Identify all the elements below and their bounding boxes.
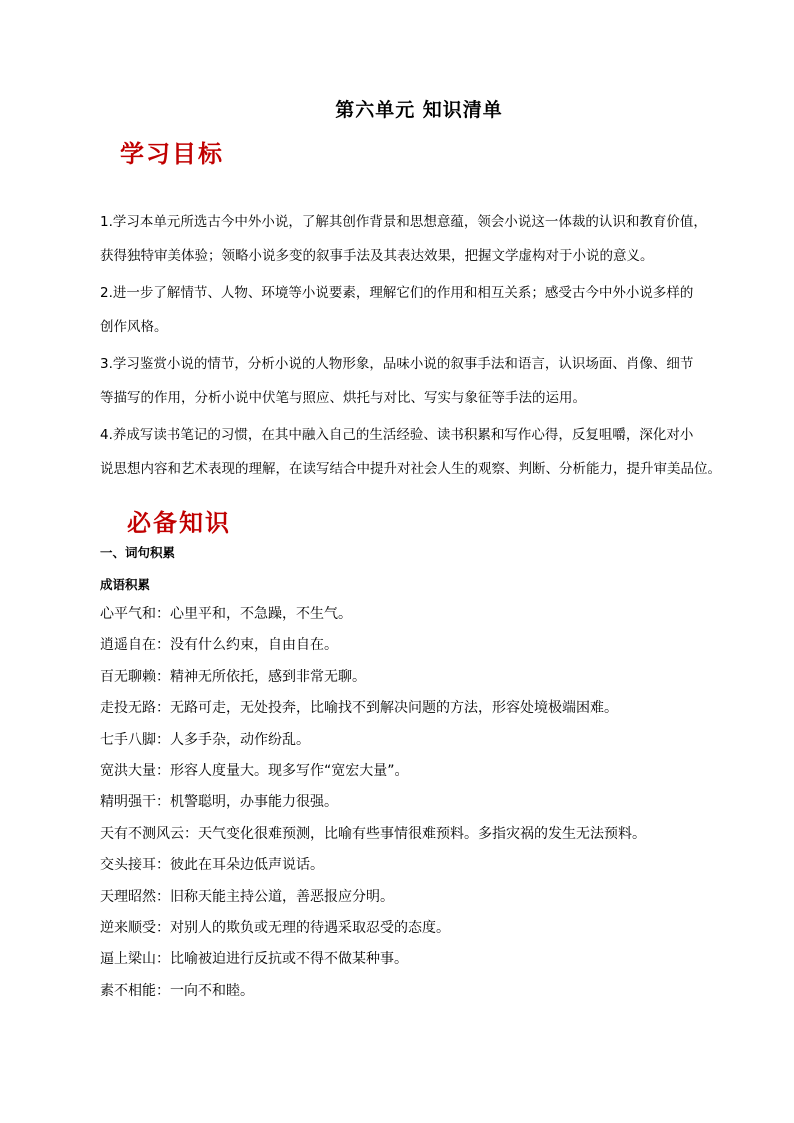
goal-line: 1.学习本单元所选古今中外小说，了解其创作背景和思想意蕴，领会小说这一体裁的认识和教育价值， [100, 214, 707, 230]
goal-line: 4.养成写读书笔记的习惯，在其中融入自己的生活经验、读书积累和写作心得，反复咀嚼，深化对小 [100, 427, 694, 443]
goal-line: 等描写的作用，分析小说中伏笔与照应、烘托与对比、写实与象征等手法的运用。 [100, 390, 586, 406]
list-item: 精明强干：机警聪明，办事能力很强。 [100, 794, 338, 811]
goal-item [100, 418, 740, 486]
list-item: 天有不测风云：天气变化很难预测，比喻有些事情很难预料。多指灾祸的发生无法预料。 [100, 825, 646, 842]
list-item: 宽洪大量：形容人度量大。现多写作“宽宏大量”。 [100, 762, 409, 779]
list-item: 逼上梁山：比喻被迫进行反抗或不得不做某种事。 [100, 951, 408, 968]
goal-line: 创作风格。 [100, 319, 168, 335]
goal-item [100, 205, 740, 273]
subheading-vocabulary: 一、词句积累 [100, 545, 176, 560]
section-heading-learning-goals: 学习目标 [120, 139, 224, 168]
list-item: 走投无路：无路可走，无处投奔，比喻找不到解决问题的方法，形容处境极端困难。 [100, 700, 618, 717]
list-item: 逆来顺受：对别人的欺负或无理的待遇采取忍受的态度。 [100, 919, 450, 936]
list-item: 心平气和：心里平和，不急躁，不生气。 [100, 606, 352, 622]
list-item: 素不相能：一向不和睦。 [100, 982, 254, 999]
subheading-idioms: 成语积累 [100, 577, 151, 592]
goal-line: 3.学习鉴赏小说的情节，分析小说的人物形象，品味小说的叙事手法和语言，认识场面、肖像、细节 [100, 356, 694, 372]
learning-goals-list [100, 205, 740, 489]
goal-item [100, 276, 740, 344]
goal-line: 2.进一步了解情节、人物、环境等小说要素，理解它们的作用和相互关系；感受古今中外小说多样的 [100, 285, 694, 301]
list-item: 百无聊赖：精神无所依托，感到非常无聊。 [100, 668, 366, 685]
list-item: 交头接耳：彼此在耳朵边低声说话。 [100, 857, 324, 874]
goal-item [100, 347, 740, 415]
idiom-list [100, 599, 740, 1007]
list-item: 七手八脚：人多手杂，动作纷乱。 [100, 731, 310, 748]
list-item: 天理昭然：旧称天能主持公道，善恶报应分明。 [100, 888, 394, 905]
goal-line: 获得独特审美体验；领略小说多变的叙事手法及其表达效果，把握文学虚构对于小说的意义。 [100, 248, 654, 264]
list-item: 逍遥自在：没有什么约束，自由自在。 [100, 637, 338, 654]
section-heading-essential-knowledge: 必备知识 [127, 508, 231, 537]
page-title: 第六单元 知识清单 [335, 99, 503, 121]
goal-line: 说思想内容和艺术表现的理解，在读写结合中提升对社会人生的观察、判断、分析能力，提升审美品位。 [100, 461, 721, 477]
